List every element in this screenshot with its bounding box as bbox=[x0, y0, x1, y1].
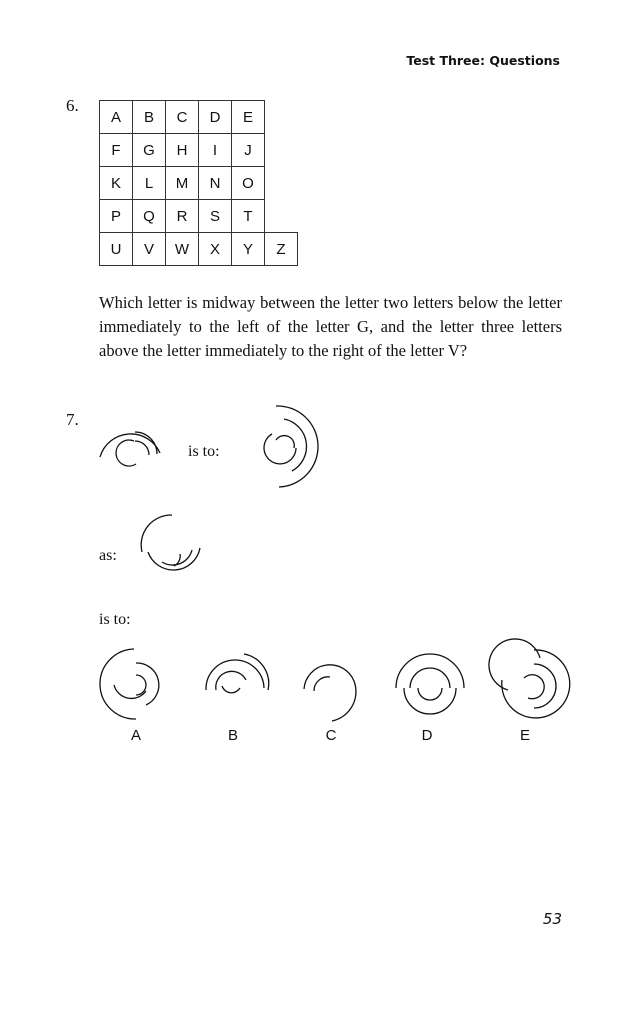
option-e-figure bbox=[494, 646, 569, 726]
grid-row bbox=[100, 101, 298, 134]
grid-cell: A bbox=[100, 101, 133, 134]
option-e-label: E bbox=[519, 727, 530, 744]
option-b-label: B bbox=[227, 727, 238, 744]
grid-cell: D bbox=[199, 101, 232, 134]
option-d-figure bbox=[390, 648, 470, 724]
grid-cell: H bbox=[166, 134, 199, 167]
running-head: Test Three: Questions bbox=[406, 53, 560, 68]
grid-cell: Z bbox=[265, 233, 298, 266]
grid-cell bbox=[265, 134, 298, 167]
grid-cell: T bbox=[232, 200, 265, 233]
grid-cell: G bbox=[133, 134, 166, 167]
grid-cell: U bbox=[100, 233, 133, 266]
grid-cell: P bbox=[100, 200, 133, 233]
grid-row bbox=[100, 167, 298, 200]
grid-cell bbox=[265, 200, 298, 233]
figure-1 bbox=[95, 405, 175, 475]
question-6-number: 6. bbox=[66, 96, 79, 115]
page-number: 53 bbox=[542, 910, 562, 928]
option-c-label: C bbox=[325, 727, 337, 744]
grid-cell: Y bbox=[232, 233, 265, 266]
option-a-figure bbox=[96, 645, 171, 725]
question-7-number: 7. bbox=[66, 410, 79, 429]
letter-grid bbox=[99, 100, 298, 266]
grid-cell: L bbox=[133, 167, 166, 200]
is-to-label-2: is to: bbox=[99, 611, 131, 628]
option-d-label: D bbox=[421, 727, 433, 744]
question-6-text: Which letter is midway between the letter two letters below the letter immediately to the left of the letter G, and the letter three letters above the letter immediately to the right of the letter V? bbox=[99, 293, 562, 360]
grid-cell: X bbox=[199, 233, 232, 266]
option-b-figure bbox=[200, 650, 275, 710]
grid-cell: J bbox=[232, 134, 265, 167]
grid-cell bbox=[265, 167, 298, 200]
grid-cell: B bbox=[133, 101, 166, 134]
option-c-figure bbox=[298, 655, 373, 725]
grid-cell bbox=[265, 101, 298, 134]
grid-cell: V bbox=[133, 233, 166, 266]
grid-row bbox=[100, 233, 298, 266]
grid-cell: R bbox=[166, 200, 199, 233]
grid-cell: C bbox=[166, 101, 199, 134]
grid-cell: K bbox=[100, 167, 133, 200]
grid-cell: W bbox=[166, 233, 199, 266]
grid-row bbox=[100, 200, 298, 233]
grid-cell: F bbox=[100, 134, 133, 167]
grid-cell: M bbox=[166, 167, 199, 200]
figure-2 bbox=[236, 404, 326, 494]
grid-cell: N bbox=[199, 167, 232, 200]
grid-cell: Q bbox=[133, 200, 166, 233]
grid-cell: E bbox=[232, 101, 265, 134]
grid-cell: I bbox=[199, 134, 232, 167]
is-to-label-1: is to: bbox=[188, 443, 220, 460]
grid-cell: S bbox=[199, 200, 232, 233]
grid-row bbox=[100, 134, 298, 167]
figure-3 bbox=[132, 510, 212, 590]
option-a-label: A bbox=[130, 727, 141, 744]
as-label: as: bbox=[99, 547, 117, 564]
grid-cell: O bbox=[232, 167, 265, 200]
